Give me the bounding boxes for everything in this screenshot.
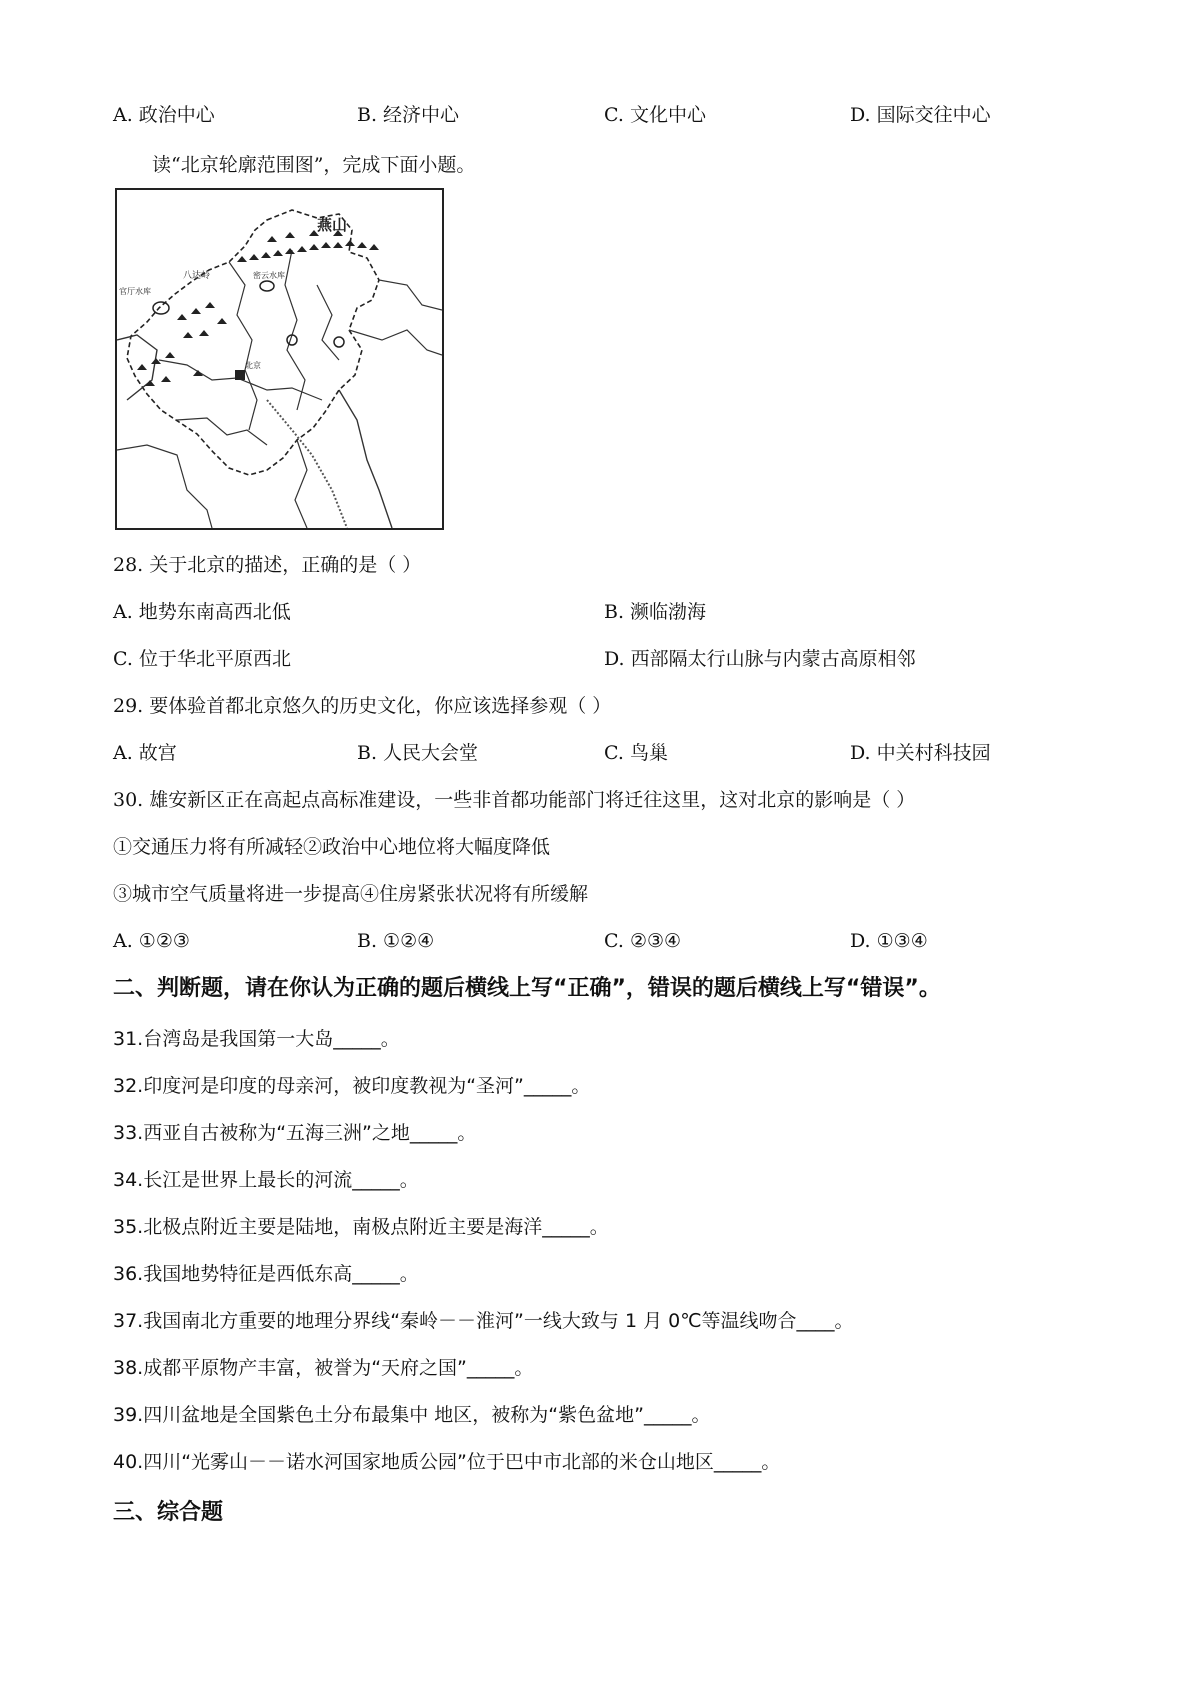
judgment-item: 36.我国地势特征是西低东高_____。 [113, 1263, 419, 1285]
map-label-guanting-reservoir: 官厅水库 [119, 287, 151, 296]
judgment-item: 31.台湾岛是我国第一大岛_____。 [113, 1028, 400, 1050]
section2-heading: 二、判断题，请在你认为正确的题后横线上写“正确”，错误的题后横线上写“错误”。 [113, 976, 941, 1001]
q27-option-c: C. 文化中心 [604, 104, 706, 126]
q30-option-a: A. ①②③ [113, 930, 190, 952]
judgment-item: 38.成都平原物产丰富，被誉为“天府之国”_____。 [113, 1357, 534, 1379]
q27-option-a: A. 政治中心 [113, 104, 215, 126]
q29-option-d: D. 中关村科技园 [850, 742, 991, 764]
q28-option-c: C. 位于华北平原西北 [113, 648, 291, 670]
q30-option-d: D. ①③④ [850, 930, 928, 952]
judgment-item: 37.我国南北方重要的地理分界线“秦岭－－淮河”一线大致与 1 月 0℃等温线吻合____。 [113, 1310, 854, 1332]
q28-stem: 28. 关于北京的描述，正确的是（ ） [113, 554, 422, 576]
beijing-outline-map [115, 188, 444, 530]
q28-option-a: A. 地势东南高西北低 [113, 601, 291, 623]
map-intro: 读“北京轮廓范围图”，完成下面小题。 [152, 154, 476, 176]
section3-heading: 三、综合题 [113, 1500, 224, 1525]
q28-option-b: B. 濒临渤海 [604, 601, 707, 623]
q27-option-b: B. 经济中心 [357, 104, 460, 126]
judgment-item: 39.四川盆地是全国紫色土分布最集中 地区，被称为“紫色盆地”_____。 [113, 1404, 711, 1426]
judgment-item: 34.长江是世界上最长的河流_____。 [113, 1169, 419, 1191]
judgment-item: 32.印度河是印度的母亲河，被印度教视为“圣河”_____。 [113, 1075, 591, 1097]
q30-option-c: C. ②③④ [604, 930, 682, 952]
q29-option-b: B. 人民大会堂 [357, 742, 479, 764]
q30-stem: 30. 雄安新区正在高起点高标准建设，一些非首都功能部门将迁往这里，这对北京的影响是（ ） [113, 789, 916, 811]
judgment-item: 33.西亚自古被称为“五海三洲”之地_____。 [113, 1122, 477, 1144]
q29-option-c: C. 鸟巢 [604, 742, 668, 764]
q30-statements-2: ③城市空气质量将进一步提高④住房紧张状况将有所缓解 [113, 883, 589, 905]
map-label-yanshan: 燕山 [317, 216, 348, 234]
q28-option-d: D. 西部隔太行山脉与内蒙古高原相邻 [604, 648, 916, 670]
judgment-item: 40.四川“光雾山－－诺水河国家地质公园”位于巴中市北部的米仓山地区_____。 [113, 1451, 781, 1473]
judgment-item: 35.北极点附近主要是陆地，南极点附近主要是海洋_____。 [113, 1216, 609, 1238]
map-label-beijing: 北京 [245, 361, 261, 370]
q30-statements-1: ①交通压力将有所减轻②政治中心地位将大幅度降低 [113, 836, 551, 858]
map-label-miyun-reservoir: 密云水库 [253, 271, 285, 280]
map-label-badaling: 八达岭 [183, 271, 211, 281]
q29-option-a: A. 故宫 [113, 742, 177, 764]
q30-option-b: B. ①②④ [357, 930, 435, 952]
q27-option-d: D. 国际交往中心 [850, 104, 991, 126]
q29-stem: 29. 要体验首都北京悠久的历史文化，你应该选择参观（ ） [113, 695, 612, 717]
